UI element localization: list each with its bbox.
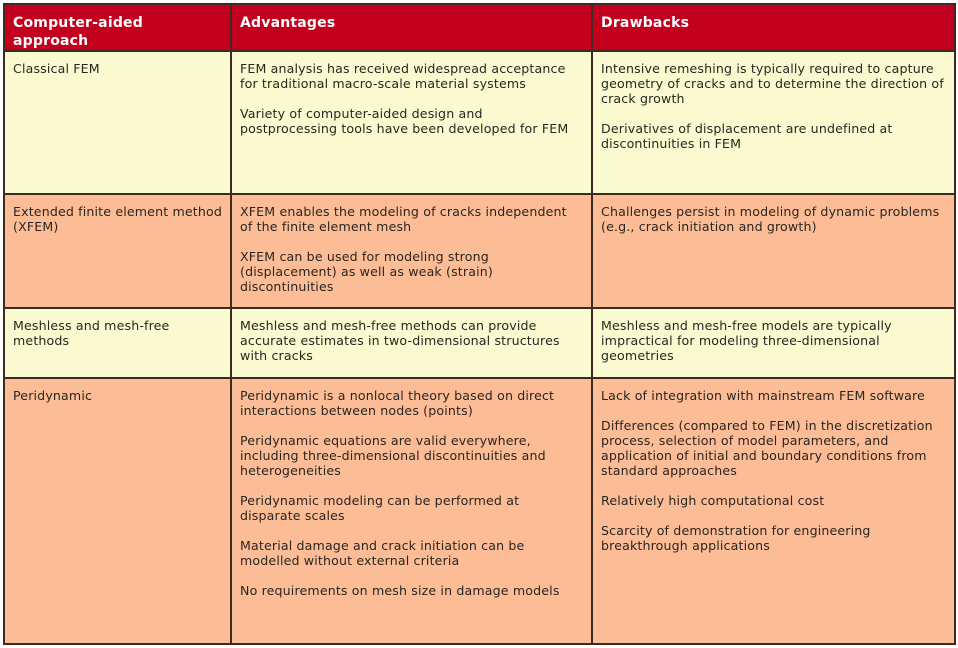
drawback-item: Differences (compared to FEM) in the discretization process, selection of model parameters, and application of initial and boundary conditions from standard approaches [601, 418, 933, 478]
row-classical-fem-drawbacks [593, 52, 954, 195]
header-approach: Computer-aided approach [5, 5, 232, 52]
row-xfem-drawbacks [593, 195, 954, 309]
drawback-item: Challenges persist in modeling of dynamic problems (e.g., crack initiation and growth) [601, 204, 940, 234]
advantage-item: Meshless and mesh-free methods can provide accurate estimates in two-dimensional structures with cracks [240, 318, 560, 363]
drawback-item: Lack of integration with mainstream FEM software [601, 388, 925, 403]
row-peridynamic-advantages [232, 379, 593, 643]
header-advantages: Advantages [232, 5, 593, 52]
advantage-item: Material damage and crack initiation can be modelled without external criteria [240, 538, 525, 568]
drawback-item: Relatively high computational cost [601, 493, 825, 508]
row-classical-fem-approach: Classical FEM [5, 52, 232, 195]
row-classical-fem-advantages [232, 52, 593, 195]
row-xfem-advantages [232, 195, 593, 309]
advantage-item: XFEM can be used for modeling strong (displacement) as well as weak (strain) discontinuities [240, 249, 493, 294]
advantage-item: Peridynamic is a nonlocal theory based on direct interactions between nodes (points) [240, 388, 555, 418]
advantage-item: Peridynamic equations are valid everywhere, including three-dimensional discontinuities and heterogeneities [240, 433, 546, 478]
drawback-item: Derivatives of displacement are undefined at discontinuities in FEM [601, 121, 893, 151]
advantage-item: No requirements on mesh size in damage models [240, 583, 560, 598]
advantage-item: FEM analysis has received widespread acceptance for traditional macro-scale material systems [240, 61, 566, 91]
advantage-item: Variety of computer-aided design and postprocessing tools have been developed for FEM [240, 106, 569, 136]
drawback-item: Intensive remeshing is typically required to capture geometry of cracks and to determine the direction of crack growth [601, 61, 944, 106]
drawback-item: Meshless and mesh-free models are typically impractical for modeling three-dimensional geometries [601, 318, 892, 363]
comparison-table [3, 3, 956, 645]
advantage-item: XFEM enables the modeling of cracks independent of the finite element mesh [240, 204, 567, 234]
row-meshless-drawbacks [593, 309, 954, 379]
row-meshless-approach: Meshless and mesh-free methods [5, 309, 232, 379]
advantage-item: Peridynamic modeling can be performed at disparate scales [240, 493, 520, 523]
header-drawbacks: Drawbacks [593, 5, 954, 52]
drawback-item: Scarcity of demonstration for engineering breakthrough applications [601, 523, 871, 553]
row-peridynamic-approach: Peridynamic [5, 379, 232, 643]
row-peridynamic-drawbacks [593, 379, 954, 643]
row-meshless-advantages [232, 309, 593, 379]
row-xfem-approach: Extended finite element method (XFEM) [5, 195, 232, 309]
